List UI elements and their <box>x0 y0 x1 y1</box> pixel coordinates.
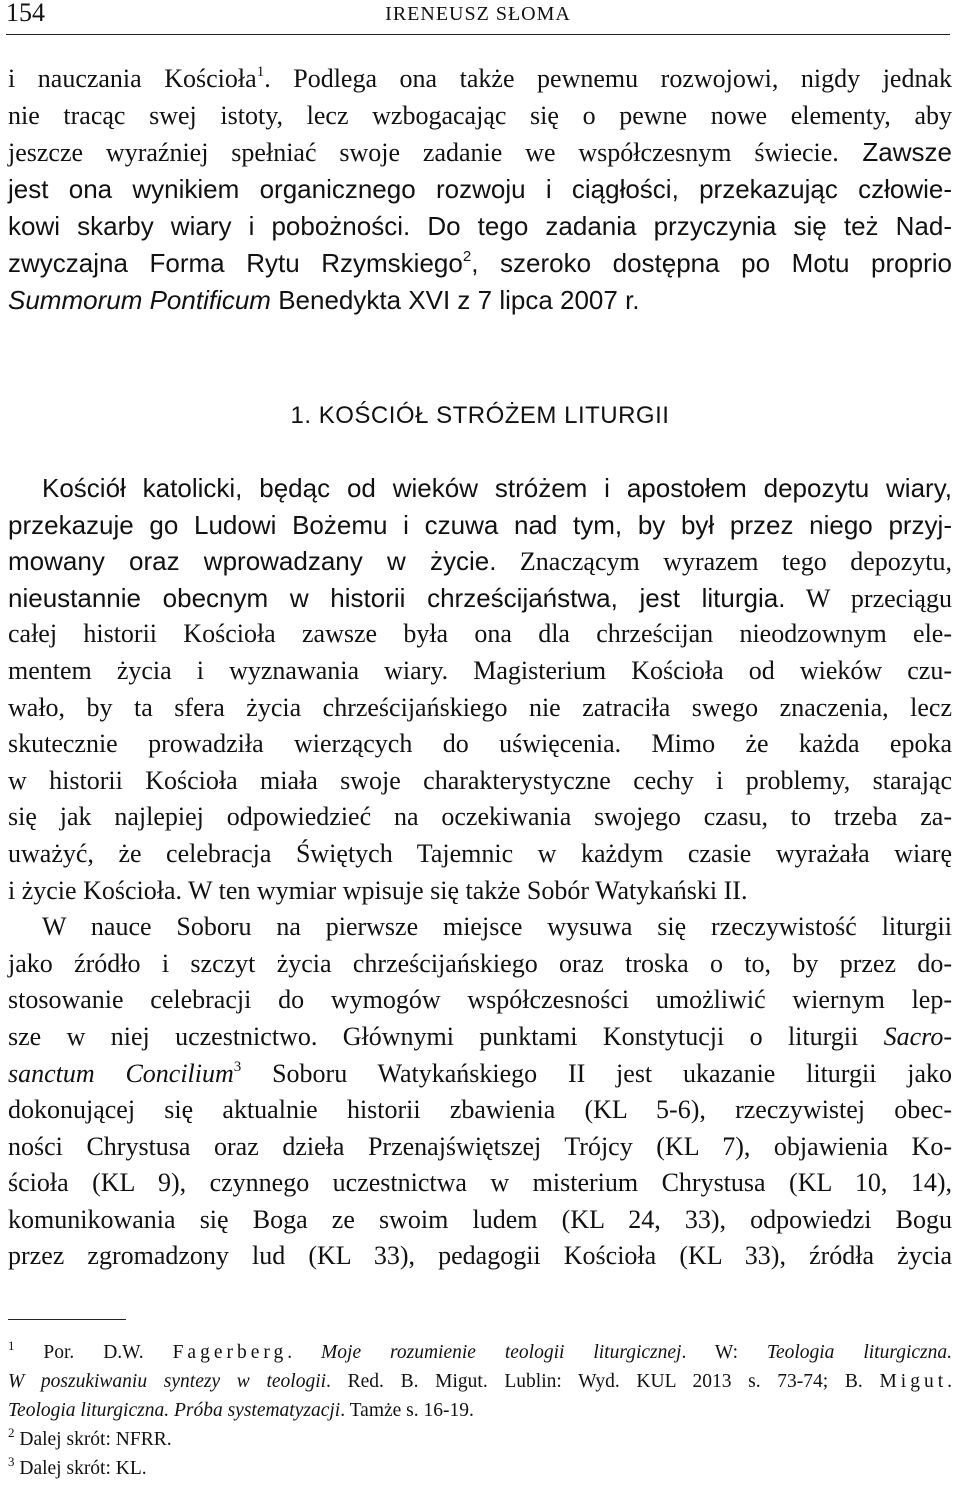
text-line: przekazuje go Ludowi Bożemu i czuwa nad tym, by był przez niego przyj- <box>8 509 952 540</box>
text-line: jako źródło i szczyt życia chrześcijańskiego oraz troska o to, by przez do- <box>8 948 952 978</box>
footnote-ref-2: 2 <box>462 248 472 265</box>
text-line: jeszcze wyraźniej spełniać swoje zadanie we współczesnym świecie. Zawsze <box>8 137 952 167</box>
text-line: wało, by ta sfera życia chrześcijańskiego nie zatraciła swego znaczenia, lecz <box>8 692 952 722</box>
text-line: ności Chrystusa oraz dzieła Przenajświętszej Trójcy (KL 7), objawienia Ko- <box>8 1131 952 1161</box>
section-heading: 1. KOŚCIÓŁ STRÓŻEM LITURGII <box>290 402 670 429</box>
text-line: kowi skarby wiary i pobożności. Do tego zadania przyczynia się też Nad- <box>8 211 952 241</box>
paragraph-intro <box>8 60 952 319</box>
footnote-1-cont: W poszukiwaniu syntezy w teologii. Red. B. Migut. Lublin: Wyd. KUL 2013 s. 73-74; B. Migut. <box>8 1371 952 1392</box>
italic-title: Sacro- <box>883 1021 952 1051</box>
running-title: IRENEUSZ SŁOMA <box>385 3 571 25</box>
paragraph-main <box>8 470 952 1275</box>
text-line: sanctum Concilium$^3$ Soboru Watykańskiego II jest ukazanie liturgii jako <box>8 1058 952 1088</box>
text-line: przez zgromadzony lud (KL 33), pedagogii Kościoła (KL 33), źródła życia <box>8 1241 952 1271</box>
text-line: dokonującej się aktualnie historii zbawienia (KL 5-6), rzeczywistej obec- <box>8 1095 952 1125</box>
text-line: nie tracąc swej istoty, lecz wzbogacając się o pewne nowe elementy, aby <box>8 101 952 130</box>
footnotes <box>8 1338 952 1483</box>
text-line: Summorum Pontificum Benedykta XVI z 7 lipca 2007 r. <box>8 285 640 315</box>
text-line: skutecznie prowadziła wierzących do uświęcenia. Mimo że każda epoka <box>8 729 952 759</box>
italic-title: Summorum Pontificum <box>8 285 271 315</box>
footnote-ref-1: 1 <box>256 64 265 80</box>
text-line: mowany oraz wprowadzany w życie. Znaczącym wyrazem tego depozytu, <box>8 546 952 577</box>
author-name: Migut <box>879 1371 948 1392</box>
footnote-2: $^2$ Dalej skrót: NFRR. <box>8 1425 172 1450</box>
text-line: jest ona wynikiem organicznego rozwoju i ciągłości, przekazując człowie- <box>8 174 952 204</box>
text-line: się jak najlepiej odpowiedzieć na oczekiwania swojego czasu, to trzeba za- <box>8 802 952 832</box>
text-line: komunikowania się Boga ze swoim ludem (KL 24, 33), odpowiedzi Bogu <box>8 1204 952 1234</box>
author-name: Fagerberg <box>172 1342 288 1363</box>
text-line: zwyczajna Forma Rytu Rzymskiego$^2$, szeroko dostępna po Motu proprio <box>8 248 952 278</box>
page-header <box>6 0 950 35</box>
text-line: uważyć, że celebracja Świętych Tajemnic w każdym czasie wyrażała wiarę <box>8 838 952 868</box>
text-line: całej historii Kościoła zawsze była ona dla chrześcijan nieodzownym ele- <box>8 619 952 649</box>
text-line: Kościół katolicki, będąc od wieków stróżem i apostołem depozytu wiary, <box>42 473 952 503</box>
text-line: ścioła (KL 9), czynnego uczestnictwa w misterium Chrystusa (KL 10, 14), <box>8 1168 952 1198</box>
footnote-3: $^3$ Dalej skrót: KL. <box>8 1454 147 1479</box>
text-line: w historii Kościoła miała swoje charakterystyczne cechy i problemy, starając <box>8 765 952 795</box>
text-line: sze w niej uczestnictwo. Głównymi punktami Konstytucji o liturgii Sacro- <box>8 1021 952 1051</box>
text-line: stosowanie celebracji do wymogów współczesności umożliwić wiernym lep- <box>8 985 952 1015</box>
italic-title: sanctum Concilium <box>8 1058 234 1088</box>
footnote-1-end: Teologia liturgiczna. Próba systematyzacji. Tamże s. 16-19. <box>8 1400 474 1421</box>
text-line: nieustannie obecnym w historii chrześcijaństwa, jest liturgia. W przeciągu <box>8 582 952 613</box>
footnote-1: $^1$ Por. D.W. Fagerberg. Moje rozumienie teologii liturgicznej. W: Teologia liturgiczna. <box>8 1338 952 1363</box>
page-number: 154 <box>6 0 45 27</box>
text-line: mentem życia i wyznawania wiary. Magisterium Kościoła od wieków czu- <box>8 655 952 685</box>
text-line: W nauce Soboru na pierwsze miejsce wysuwa się rzeczywistość liturgii <box>42 912 952 942</box>
text-line: i życie Kościoła. W ten wymiar wpisuje się także Sobór Watykański II. <box>8 875 748 905</box>
footnote-ref-3: 3 <box>233 1058 242 1075</box>
footnote-divider <box>8 1319 126 1320</box>
text-line: i nauczania Kościoła$^1$. Podlega ona także pewnemu rozwojowi, nigdy jednak <box>8 64 953 93</box>
